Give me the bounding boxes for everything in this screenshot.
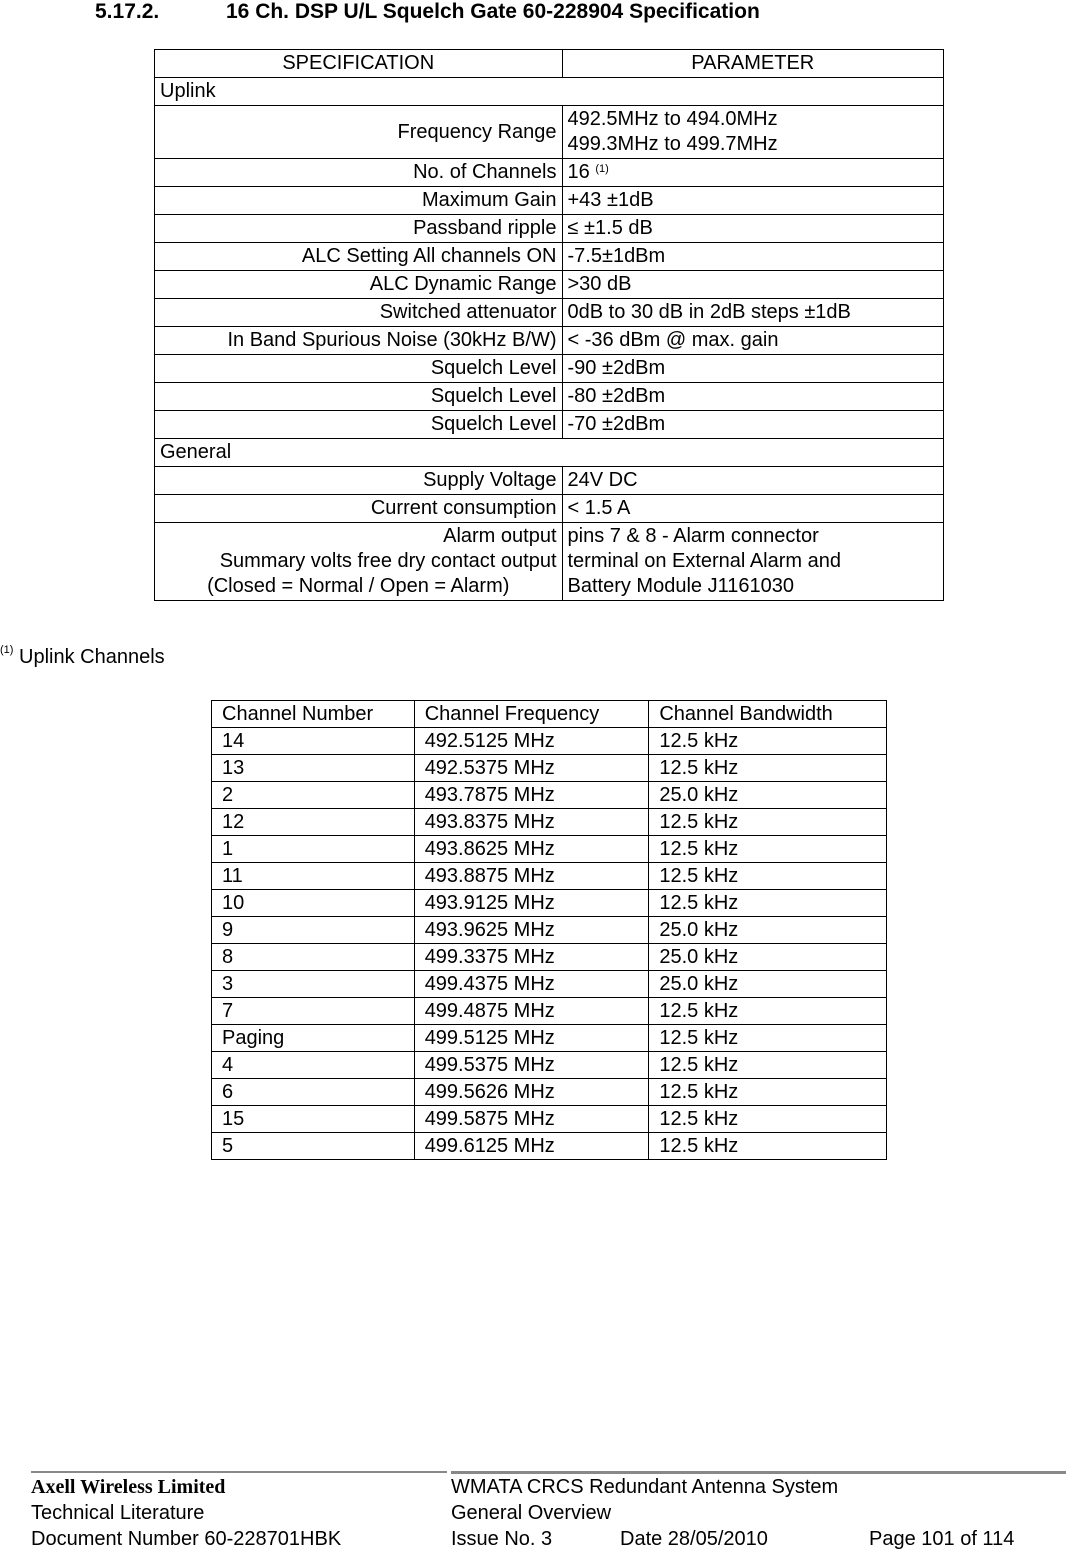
- spec-row: [155, 383, 944, 411]
- channel-header-number: Channel Number: [212, 701, 415, 728]
- spec-value: [562, 159, 944, 187]
- spec-value-line: 499.3MHz to 499.7MHz: [567, 133, 778, 155]
- spec-row-alarm: [155, 523, 944, 601]
- channel-bandwidth: 12.5 kHz: [649, 1079, 887, 1106]
- channel-number: 1: [212, 836, 415, 863]
- channel-frequency: 493.8875 MHz: [414, 863, 649, 890]
- channel-bandwidth: 12.5 kHz: [649, 1052, 887, 1079]
- spec-value: [562, 215, 944, 243]
- spec-name: No. of Channels: [155, 159, 563, 187]
- spec-value-text: +43 ±1dB: [567, 189, 654, 211]
- channel-bandwidth: 25.0 kHz: [649, 944, 887, 971]
- spec-row: [155, 243, 944, 271]
- table-row: [212, 782, 887, 809]
- spec-row: [155, 327, 944, 355]
- channel-number: 3: [212, 971, 415, 998]
- page-footer: [31, 1471, 1066, 1552]
- spec-name: Current consumption: [155, 495, 563, 523]
- table-row: [212, 1079, 887, 1106]
- channel-bandwidth: 12.5 kHz: [649, 863, 887, 890]
- channel-frequency: 493.8375 MHz: [414, 809, 649, 836]
- footer-page: Page 101 of 114: [869, 1528, 1015, 1550]
- channel-frequency: 492.5125 MHz: [414, 728, 649, 755]
- spec-name: Squelch Level: [155, 383, 563, 411]
- section-uplink: Uplink: [155, 78, 944, 106]
- spec-value: [562, 243, 944, 271]
- footnote-text: Uplink Channels: [19, 646, 165, 668]
- spec-row: [155, 106, 944, 159]
- spec-name: Squelch Level: [155, 355, 563, 383]
- specification-table: [154, 49, 944, 601]
- footer-rule-left: [31, 1471, 447, 1473]
- channel-bandwidth: 12.5 kHz: [649, 998, 887, 1025]
- table-row: [212, 863, 887, 890]
- spec-name: Supply Voltage: [155, 467, 563, 495]
- spec-value-line: Battery Module J1161030: [567, 575, 794, 597]
- channel-bandwidth: 25.0 kHz: [649, 971, 887, 998]
- table-row: [212, 1025, 887, 1052]
- spec-section-row: [155, 439, 944, 467]
- spec-row: [155, 467, 944, 495]
- spec-value: [562, 523, 944, 601]
- channel-bandwidth: 12.5 kHz: [649, 809, 887, 836]
- channel-table: [211, 700, 887, 1160]
- spec-name: ALC Setting All channels ON: [155, 243, 563, 271]
- spec-header-specification: SPECIFICATION: [155, 50, 563, 78]
- channel-number: 5: [212, 1133, 415, 1160]
- channel-frequency: 499.3375 MHz: [414, 944, 649, 971]
- footnote: [0, 646, 165, 669]
- spec-row: [155, 495, 944, 523]
- spec-name-line: Alarm output: [443, 525, 557, 547]
- channel-bandwidth: 12.5 kHz: [649, 1025, 887, 1052]
- spec-name: In Band Spurious Noise (30kHz B/W): [155, 327, 563, 355]
- channel-number: Paging: [212, 1025, 415, 1052]
- spec-name: Switched attenuator: [155, 299, 563, 327]
- channel-frequency: 493.8625 MHz: [414, 836, 649, 863]
- channel-bandwidth: 12.5 kHz: [649, 755, 887, 782]
- footer-literature: Technical Literature: [31, 1502, 205, 1524]
- footer-date: Date 28/05/2010: [620, 1528, 768, 1550]
- spec-row: [155, 355, 944, 383]
- spec-row: [155, 271, 944, 299]
- channel-number: 7: [212, 998, 415, 1025]
- spec-value-line: terminal on External Alarm and: [567, 550, 841, 572]
- channel-number: 10: [212, 890, 415, 917]
- table-row: [212, 944, 887, 971]
- spec-row: [155, 215, 944, 243]
- channel-frequency: 499.6125 MHz: [414, 1133, 649, 1160]
- spec-name-line: (Closed = Normal / Open = Alarm): [207, 575, 510, 597]
- section-general: General: [155, 439, 944, 467]
- channel-bandwidth: 12.5 kHz: [649, 1106, 887, 1133]
- spec-header-parameter: PARAMETER: [562, 50, 944, 78]
- table-row: [212, 755, 887, 782]
- channel-number: 9: [212, 917, 415, 944]
- channel-bandwidth: 12.5 kHz: [649, 1133, 887, 1160]
- spec-row: [155, 187, 944, 215]
- spec-value: [562, 271, 944, 299]
- channel-number: 4: [212, 1052, 415, 1079]
- channel-number: 2: [212, 782, 415, 809]
- spec-name: Frequency Range: [155, 106, 563, 159]
- table-row: [212, 836, 887, 863]
- spec-name: [155, 523, 563, 601]
- channel-bandwidth: 12.5 kHz: [649, 728, 887, 755]
- channel-frequency: 499.5626 MHz: [414, 1079, 649, 1106]
- footer-issue: Issue No. 3: [451, 1528, 553, 1550]
- spec-section-row: [155, 78, 944, 106]
- spec-value-text: -90 ±2dBm: [567, 357, 666, 379]
- channel-bandwidth: 12.5 kHz: [649, 836, 887, 863]
- spec-value: 24V DC: [562, 467, 944, 495]
- table-row: [212, 998, 887, 1025]
- channel-bandwidth: 25.0 kHz: [649, 917, 887, 944]
- spec-value-text: 16: [567, 161, 590, 183]
- channel-number: 15: [212, 1106, 415, 1133]
- table-row: [212, 890, 887, 917]
- channel-number: 8: [212, 944, 415, 971]
- spec-value-text: -7.5±1dBm: [567, 245, 666, 267]
- table-row: [212, 1133, 887, 1160]
- section-heading: [95, 0, 760, 24]
- channel-frequency: 499.4375 MHz: [414, 971, 649, 998]
- section-number: 5.17.2.: [95, 0, 160, 23]
- footnote-marker: (1): [0, 644, 14, 656]
- table-row: [212, 728, 887, 755]
- table-row: [212, 1052, 887, 1079]
- spec-name: Maximum Gain: [155, 187, 563, 215]
- channel-header-row: [212, 701, 887, 728]
- spec-value-text: < -36 dBm @ max. gain: [567, 329, 779, 351]
- spec-value: [562, 411, 944, 439]
- spec-header-row: [155, 50, 944, 78]
- spec-name: ALC Dynamic Range: [155, 271, 563, 299]
- spec-value-text: -70 ±2dBm: [567, 413, 666, 435]
- spec-value-text: 0dB to 30 dB in 2dB steps ±1dB: [567, 301, 851, 323]
- channel-header-frequency: Channel Frequency: [414, 701, 649, 728]
- footnote-ref: (1): [595, 163, 609, 175]
- spec-value: [562, 383, 944, 411]
- spec-name: Squelch Level: [155, 411, 563, 439]
- spec-value-line: pins 7 & 8 - Alarm connector: [567, 525, 819, 547]
- spec-row: [155, 159, 944, 187]
- table-row: [212, 809, 887, 836]
- channel-frequency: 492.5375 MHz: [414, 755, 649, 782]
- spec-value: [562, 106, 944, 159]
- channel-number: 6: [212, 1079, 415, 1106]
- spec-value: [562, 355, 944, 383]
- spec-value-text: ≤ ±1.5 dB: [567, 217, 653, 239]
- spec-name: Passband ripple: [155, 215, 563, 243]
- channel-number: 13: [212, 755, 415, 782]
- spec-row: [155, 411, 944, 439]
- spec-name-line: Summary volts free dry contact output: [219, 550, 557, 572]
- channel-frequency: 493.9125 MHz: [414, 890, 649, 917]
- spec-value: [562, 299, 944, 327]
- spec-value-text: -80 ±2dBm: [567, 385, 666, 407]
- channel-frequency: 499.4875 MHz: [414, 998, 649, 1025]
- table-row: [212, 971, 887, 998]
- footer-company: Axell Wireless Limited: [31, 1476, 226, 1498]
- table-row: [212, 917, 887, 944]
- spec-row: [155, 299, 944, 327]
- spec-value-text: >30 dB: [567, 273, 632, 295]
- channel-frequency: 499.5125 MHz: [414, 1025, 649, 1052]
- channel-frequency: 493.9625 MHz: [414, 917, 649, 944]
- spec-value: < 1.5 A: [562, 495, 944, 523]
- spec-value: [562, 327, 944, 355]
- section-title: 16 Ch. DSP U/L Squelch Gate 60-228904 Specification: [226, 0, 760, 23]
- channel-frequency: 499.5875 MHz: [414, 1106, 649, 1133]
- table-row: [212, 1106, 887, 1133]
- footer-system: WMATA CRCS Redundant Antenna System: [451, 1476, 839, 1498]
- channel-bandwidth: 12.5 kHz: [649, 890, 887, 917]
- spec-value: [562, 187, 944, 215]
- channel-bandwidth: 25.0 kHz: [649, 782, 887, 809]
- footer-rule-right: [451, 1471, 1066, 1474]
- channel-frequency: 493.7875 MHz: [414, 782, 649, 809]
- channel-frequency: 499.5375 MHz: [414, 1052, 649, 1079]
- channel-number: 12: [212, 809, 415, 836]
- channel-header-bandwidth: Channel Bandwidth: [649, 701, 887, 728]
- footer-document-number: Document Number 60-228701HBK: [31, 1528, 342, 1550]
- channel-number: 14: [212, 728, 415, 755]
- channel-number: 11: [212, 863, 415, 890]
- footer-overview: General Overview: [451, 1502, 612, 1524]
- spec-value-line: 492.5MHz to 494.0MHz: [567, 108, 778, 130]
